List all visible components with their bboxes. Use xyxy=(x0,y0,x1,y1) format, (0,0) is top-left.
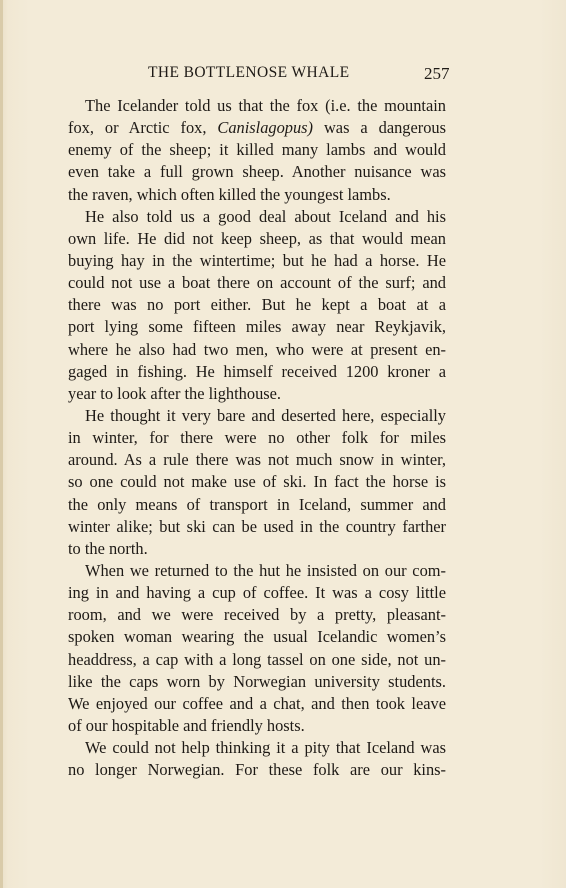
text-line: He thought it very bare and deserted here, especially xyxy=(85,405,446,425)
text-line: The Icelander told us that the fox (i.e. the mountain xyxy=(85,96,446,115)
text-line: there was no port either. But he kept a boat at a xyxy=(68,295,446,315)
text-line: We enjoyed our coffee and a chat, and then took leave xyxy=(68,693,446,713)
text-line: When we returned to the hut he insisted on our com- xyxy=(85,560,446,580)
page-gutter xyxy=(0,0,3,888)
text-line: so one could not make use of ski. In fact the horse is xyxy=(68,472,446,492)
text-line: buying hay in the wintertime; but he had a horse. He xyxy=(68,250,446,270)
text-fragment: fox, or Arctic fox, xyxy=(68,118,218,138)
text-line xyxy=(68,117,446,139)
text-line: enemy of the sheep; it killed many lambs and would xyxy=(68,140,446,160)
text-line: like the caps worn by Norwegian university students. xyxy=(68,671,446,691)
text-line: winter alike; but ski can be used in the country farther xyxy=(68,516,446,536)
text-line: of our hospitable and friendly hosts. xyxy=(68,715,305,735)
species-name: Canislagopus) xyxy=(217,118,314,138)
text-line: year to look after the lighthouse. xyxy=(68,383,282,403)
text-line: We could not help thinking it a pity that Iceland was xyxy=(85,738,446,758)
text-line: where he also had two men, who were at present en- xyxy=(68,339,446,359)
text-fragment: was a dangerous xyxy=(313,118,446,138)
text-line: around. As a rule there was not much snow in winter, xyxy=(68,450,446,470)
text-line: the raven, which often killed the youngest lambs. xyxy=(68,184,391,204)
text-line: no longer Norwegian. For these folk are our kins- xyxy=(68,760,446,780)
text-line: ing in and having a cup of coffee. It was a cosy little xyxy=(68,583,446,603)
text-line: room, and we were received by a pretty, pleasant- xyxy=(68,605,446,625)
text-line: could not use a boat there on account of the surf; and xyxy=(68,273,446,293)
page-number: 257 xyxy=(424,64,450,83)
text-line: spoken woman wearing the usual Icelandic women’s xyxy=(68,627,446,647)
body-text xyxy=(68,95,446,781)
text-line: gaged in fishing. He himself received 1200 kroner a xyxy=(68,361,446,381)
text-line: headdress, a cap with a long tassel on one side, not un- xyxy=(68,649,446,669)
text-line: in winter, for there were no other folk for miles xyxy=(68,428,446,448)
text-line: port lying some fifteen miles away near Reykjavik, xyxy=(68,317,446,337)
text-line: even take a full grown sheep. Another nuisance was xyxy=(68,162,446,182)
text-line: He also told us a good deal about Iceland and his xyxy=(85,206,446,226)
text-line: own life. He did not keep sheep, as that would mean xyxy=(68,228,446,248)
text-line: to the north. xyxy=(68,538,148,558)
running-head: THE BOTTLENOSE WHALE xyxy=(148,64,350,81)
text-line: the only means of transport in Iceland, summer and xyxy=(68,494,446,514)
